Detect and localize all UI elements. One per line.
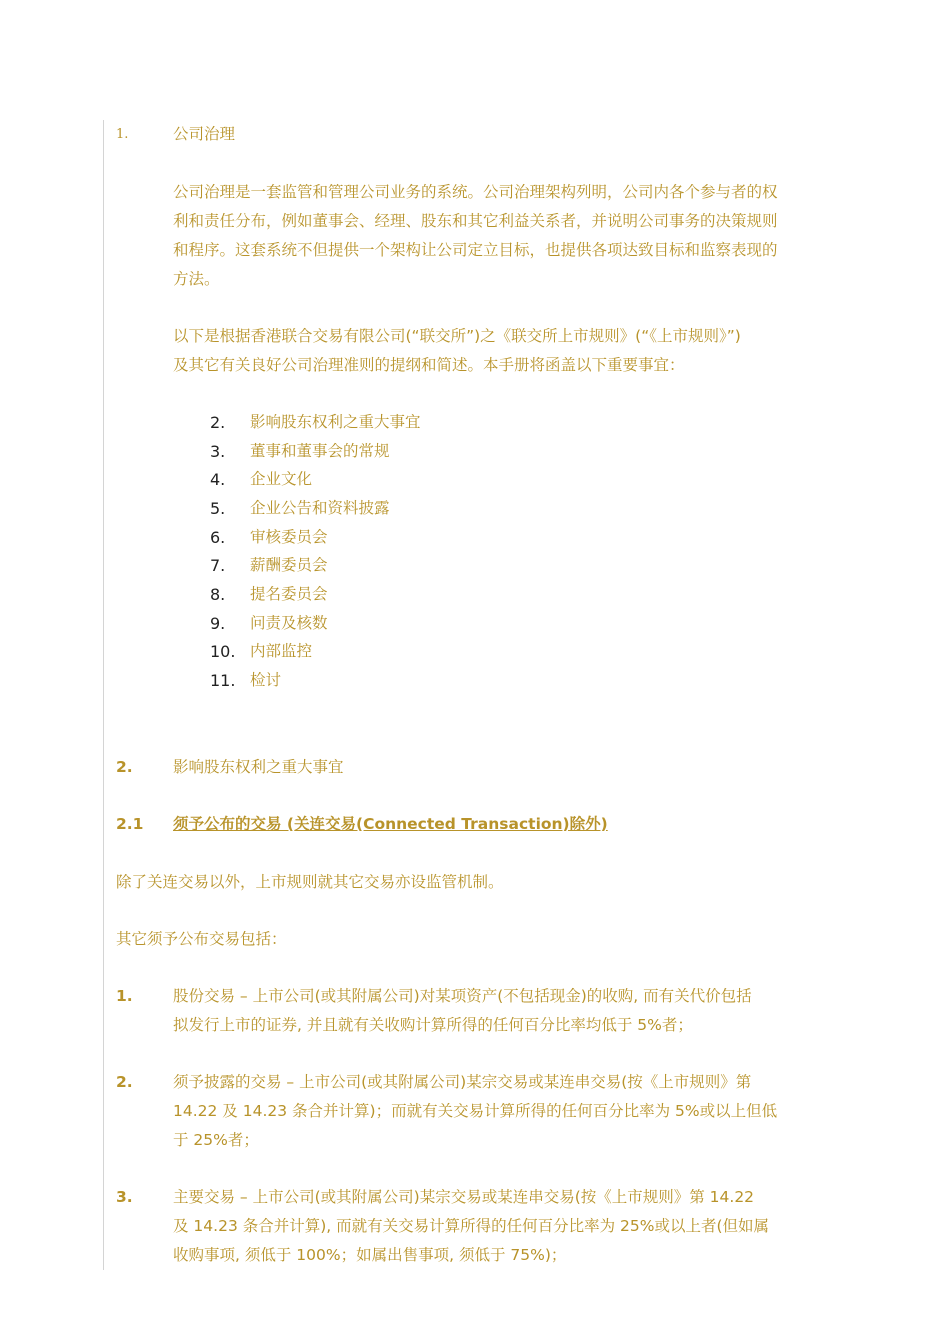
left-margin-rule <box>103 120 104 1270</box>
transaction-item-line: 14.22 及 14.23 条合并计算)；而就有关交易计算所得的任何百分比率为 5%或以上但低 <box>173 1102 778 1120</box>
section-1-para-1-line-4: 方法。 <box>173 270 220 288</box>
transaction-item-line: 于 25%者； <box>173 1131 259 1149</box>
list-item-number: 10. <box>210 642 236 661</box>
transaction-item-line: 拟发行上市的证券, 并且就有关收购计算所得的任何百分比率均低于 5%者； <box>173 1016 693 1034</box>
transaction-item-number: 2. <box>116 1073 133 1091</box>
subsection-2-1-number: 2.1 <box>116 815 144 833</box>
list-item-label: 企业公告和资料披露 <box>250 499 390 517</box>
section-1-para-2-line-1: 以下是根据香港联合交易有限公司(“联交所”)之《联交所上市规则》(“《上市规则》”) <box>173 327 741 345</box>
list-item-number: 3. <box>210 442 226 461</box>
list-item-number: 4. <box>210 470 226 489</box>
list-item-number: 5. <box>210 499 226 518</box>
list-item-number: 7. <box>210 556 226 575</box>
transaction-item-number: 1. <box>116 987 133 1005</box>
list-item-number: 9. <box>210 614 226 633</box>
transaction-item-number: 3. <box>116 1188 133 1206</box>
transaction-item-line: 主要交易 – 上市公司(或其附属公司)某宗交易或某连串交易(按《上市规则》第 14.22 <box>173 1188 755 1206</box>
list-item-label: 企业文化 <box>250 470 313 488</box>
section-2-intro-2: 其它须予公布交易包括： <box>116 930 287 948</box>
section-2-intro-1: 除了关连交易以外，上市规则就其它交易亦设监管机制。 <box>116 873 504 891</box>
section-1-para-2-line-2: 及其它有关良好公司治理准则的提纲和简述。本手册将函盖以下重要事宜： <box>173 356 685 374</box>
transaction-item-line: 须予披露的交易 – 上市公司(或其附属公司)某宗交易或某连串交易(按《上市规则》第 <box>173 1073 752 1091</box>
list-item-number: 6. <box>210 528 226 547</box>
list-item-label: 影响股东权利之重大事宜 <box>250 413 421 431</box>
transaction-item-line: 及 14.23 条合并计算), 而就有关交易计算所得的任何百分比率为 25%或以上者(但如属 <box>173 1217 770 1235</box>
list-item-number: 8. <box>210 585 226 604</box>
list-item-label: 董事和董事会的常规 <box>250 442 390 460</box>
section-2-number: 2. <box>116 758 133 776</box>
list-item-label: 内部监控 <box>250 642 313 660</box>
section-1-number: 1. <box>116 127 129 142</box>
transaction-item-line: 股份交易 – 上市公司(或其附属公司)对某项资产(不包括现金)的收购, 而有关代价包括 <box>173 987 752 1005</box>
section-1-para-1-line-2: 利和责任分布，例如董事会、经理、股东和其它利益关系者，并说明公司事务的决策规则 <box>173 212 778 230</box>
transaction-item-line: 收购事项, 须低于 100%；如属出售事项, 须低于 75%)； <box>173 1246 567 1264</box>
list-item-number: 11. <box>210 671 236 690</box>
list-item-label: 问责及核数 <box>250 614 328 632</box>
list-item-label: 薪酬委员会 <box>250 556 328 574</box>
list-item-number: 2. <box>210 413 226 432</box>
list-item-label: 提名委员会 <box>250 585 328 603</box>
subsection-2-1-title: 须予公布的交易 (关连交易(Connected Transaction)除外) <box>173 815 608 833</box>
section-1-para-1-line-3: 和程序。这套系统不但提供一个架构让公司定立目标，也提供各项达致目标和监察表现的 <box>173 241 778 259</box>
list-item-label: 检讨 <box>250 671 282 689</box>
list-item-label: 审核委员会 <box>250 528 328 546</box>
section-1-title: 公司治理 <box>173 125 236 143</box>
section-2-title: 影响股东权利之重大事宜 <box>173 758 344 776</box>
section-1-para-1-line-1: 公司治理是一套监管和管理公司业务的系统。公司治理架构列明，公司内各个参与者的权 <box>173 183 778 201</box>
